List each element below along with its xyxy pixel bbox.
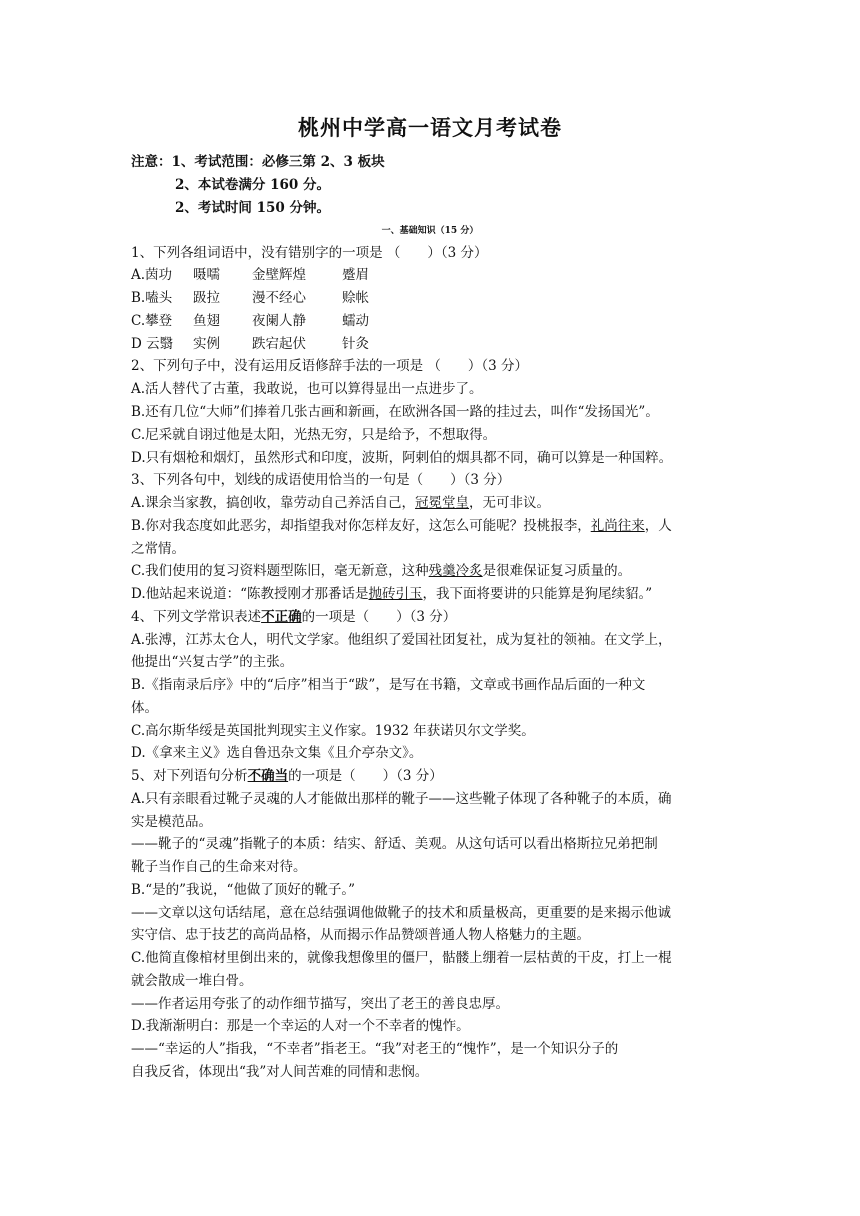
q4-stem [131, 607, 456, 627]
q5-b-line1: B.“是的”我说，“他做了顶好的靴子。” [131, 882, 356, 898]
q3-option-a [131, 493, 550, 513]
q1-c-3: 夜阑人静 [252, 313, 306, 329]
q2-option-c: C.尼采就自诩过他是太阳，光热无穷，只是给予，不想取得。 [131, 427, 497, 443]
q1-d-1: D 云翳 [131, 336, 174, 352]
q3-b-text-pre: B.你对我态度如此恶劣，却指望我对你怎样友好，这怎么可能呢？投桃报李， [131, 518, 591, 534]
q1-a-4: 蹙眉 [342, 267, 369, 283]
q3-b-underlined-idiom: 礼尚往来 [590, 518, 645, 534]
q5-stem [131, 766, 443, 786]
section-heading: 一、基础知识（15 分） [381, 226, 479, 236]
q1-d-2: 实例 [193, 336, 220, 352]
q3-b-text-post: ，人 [644, 518, 672, 534]
q2-stem: 2、下列句子中，没有运用反语修辞手法的一项是 （ ）（3 分） [131, 358, 529, 374]
q3-option-b [131, 516, 672, 536]
q5-a-line4: 靴子当作自己的生命来对待。 [131, 859, 307, 875]
q5-stem-pre: 5、对下列语句分析 [131, 768, 248, 784]
q3-c-text-pre: C.我们使用的复习资料题型陈旧，毫无新意，这种 [131, 563, 429, 579]
q5-d-line3: 自我反省，体现出“我”对人间苦难的同情和悲悯。 [131, 1064, 429, 1080]
q5-d-line2: ——“幸运的人”指我，“不幸者”指老王。“我”对老王的“愧怍”，是一个知识分子的 [131, 1041, 619, 1057]
q1-b-4: 赊帐 [342, 290, 369, 306]
q3-d-underlined-idiom: 抛砖引玉 [368, 586, 423, 602]
q5-b-line2: ——文章以这句话结尾，意在总结强调他做靴子的技术和质量极高，更重要的是来揭示他诚 [131, 905, 671, 921]
q4-stem-post: 的一项是（ ）（3 分） [301, 609, 457, 625]
q1-a-1: A.茵功 [131, 267, 173, 283]
q2-option-a: A.活人替代了古董，我敢说，也可以算得显出一点进步了。 [131, 381, 483, 397]
q4-option-a-line1: A.张溥，江苏太仓人，明代文学家。他组织了爱国社团复社，成为复社的领袖。在文学上， [131, 632, 672, 648]
q3-option-d [131, 584, 652, 604]
q5-c-line2: 就会散成一堆白骨。 [131, 973, 253, 989]
page-title: 桃州中学高一语文月考试卷 [298, 115, 562, 140]
note-line-3: 2、考试时间 150 分钟。 [175, 200, 330, 216]
q5-a-line3: ——靴子的“灵魂”指靴子的本质：结实、舒适、美观。从这句话可以看出格斯拉兄弟把制 [131, 836, 658, 852]
q4-option-d: D.《拿来主义》选自鲁迅杂文集《且介亭杂文》。 [131, 745, 423, 761]
q5-c-line3: ——作者运用夸张了的动作细节描写，突出了老王的善良忠厚。 [131, 996, 509, 1012]
q1-a-2: 嗫嚅 [193, 267, 220, 283]
q1-c-4: 蠕动 [342, 313, 369, 329]
q1-a-3: 金壁辉煌 [252, 267, 306, 283]
q3-c-underlined-idiom: 残羹冷炙 [428, 563, 483, 579]
q3-a-text-pre: A.课余当家教，搞创收，靠劳动自己养活自己， [131, 495, 416, 511]
q3-d-text-pre: D.他站起来说道：“陈教授刚才那番话是 [131, 586, 369, 602]
q5-stem-post: 的一项是（ ）（3 分） [288, 768, 443, 784]
q3-option-b-cont: 之常情。 [131, 541, 185, 557]
q3-c-text-post: 是很难保证复习质量的。 [482, 563, 632, 579]
q5-c-line1: C.他简直像棺材里倒出来的，就像我想像里的僵尸，骷髅上绷着一层枯黄的干皮，打上一棍 [131, 950, 672, 966]
q5-a-line2: 实是模范品。 [131, 814, 212, 830]
note-line-1: 注意：1、考试范围：必修三第 2、3 板块 [131, 154, 385, 170]
note-line-2: 2、本试卷满分 160 分。 [175, 177, 330, 193]
q5-b-line3: 实守信、忠于技艺的高尚品格，从而揭示作品赞颂普通人物人格魅力的主题。 [131, 927, 590, 943]
q5-d-line1: D.我渐渐明白：那是一个幸运的人对一个不幸者的愧怍。 [131, 1018, 470, 1034]
q3-stem: 3、下列各句中，划线的成语使用恰当的一句是（ ）（3 分） [131, 472, 511, 488]
q1-d-3: 跌宕起伏 [252, 336, 306, 352]
q3-option-c [131, 561, 631, 581]
q4-option-c: C.高尔斯华绥是英国批判现实主义作家。1932 年获诺贝尔文学奖。 [131, 723, 535, 739]
q5-a-line1: A.只有亲眼看过靴子灵魂的人才能做出那样的靴子——这些靴子体现了各种靴子的本质，确 [131, 791, 672, 807]
q1-b-1: B.嗑头 [131, 290, 173, 306]
q1-c-1: C.攀登 [131, 313, 173, 329]
q1-stem: 1、下列各组词语中，没有错别字的一项是 （ ）（3 分） [131, 245, 488, 261]
q4-option-b-line1: B.《指南录后序》中的“后序”相当于“跋”，是写在书籍，文章或书画作品后面的一种文 [131, 677, 646, 693]
q4-stem-pre: 4、下列文学常识表述 [131, 609, 262, 625]
q2-option-b: B.还有几位“大师”们捧着几张古画和新画，在欧洲各国一路的挂过去，叫作“发扬国光”。 [131, 404, 659, 420]
q2-option-d: D.只有烟枪和烟灯，虽然形式和印度，波斯，阿剌伯的烟具都不同，确可以算是一种国粹。 [131, 450, 673, 466]
q4-option-b-line2: 体。 [131, 700, 158, 716]
q1-b-2: 趿拉 [193, 290, 220, 306]
q4-stem-emphasis: 不正确 [261, 609, 302, 625]
q3-d-text-post: ，我下面将要讲的只能算是狗尾续貂。” [422, 586, 653, 602]
q1-d-4: 针灸 [342, 336, 369, 352]
q4-option-a-line2: 他提出“兴复古学”的主张。 [131, 654, 294, 670]
q3-a-text-post: ，无可非议。 [469, 495, 551, 511]
q1-c-2: 鱼翅 [193, 313, 220, 329]
q5-stem-emphasis: 不确当 [247, 768, 289, 784]
q1-b-3: 漫不经心 [252, 290, 306, 306]
q3-a-underlined-idiom: 冠冕堂皇 [415, 495, 470, 511]
